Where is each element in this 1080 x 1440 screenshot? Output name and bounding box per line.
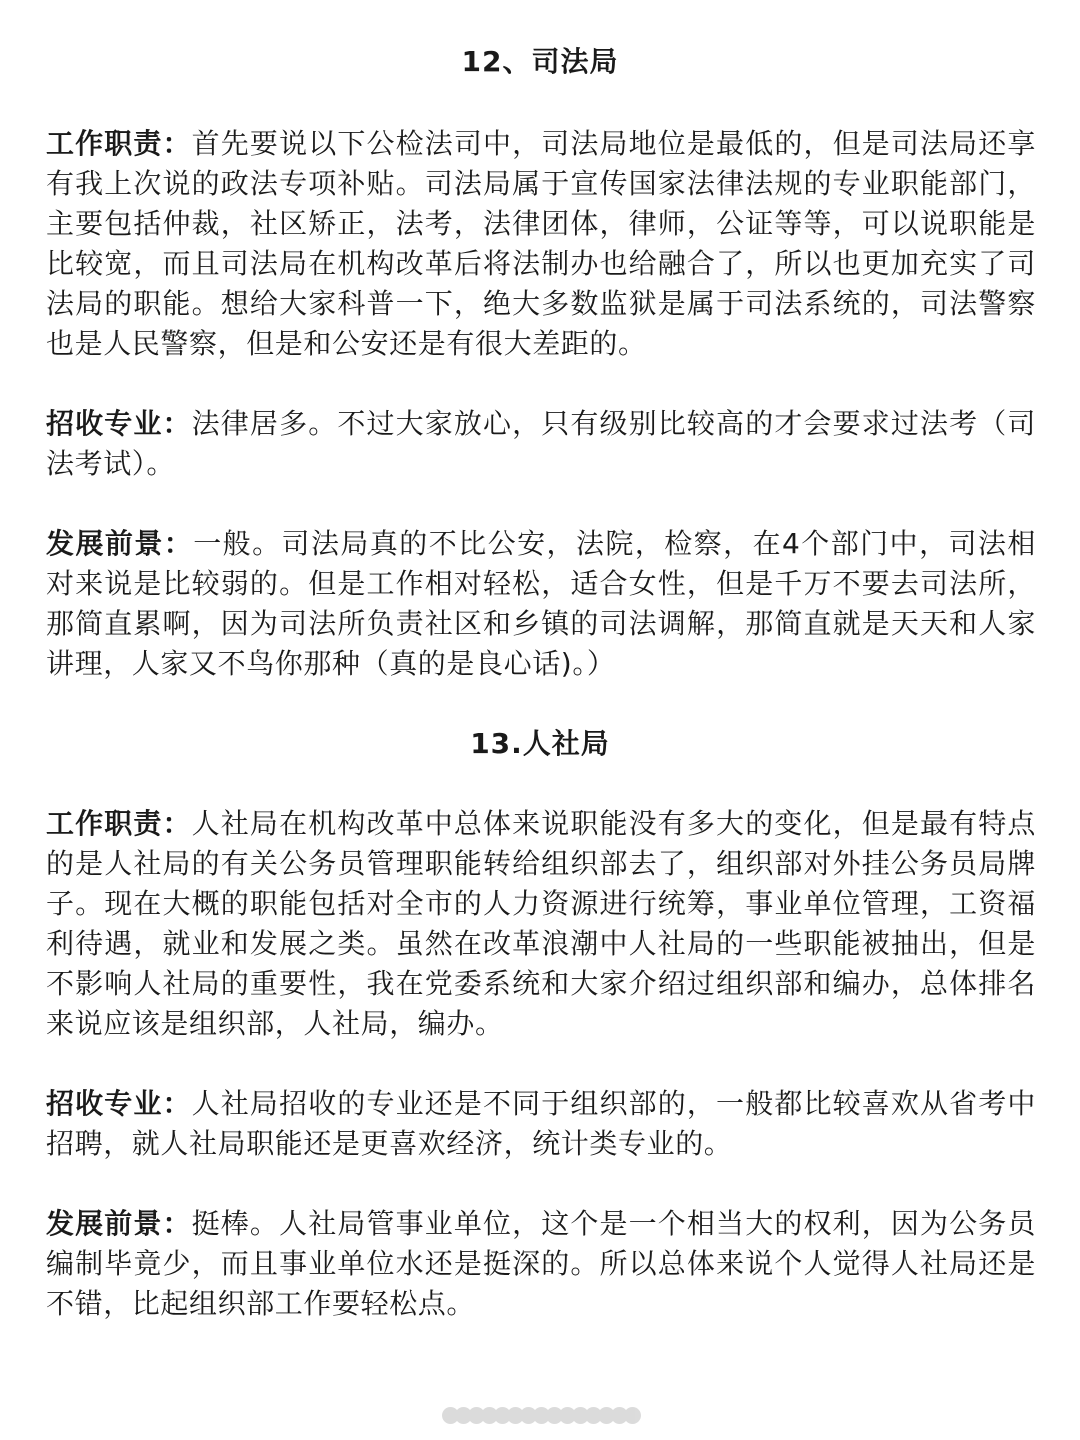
- section-13-major: [46, 1084, 1036, 1164]
- major-text: 法律居多。不过大家放心，只有级别比较高的才会要求过法考（司法考试）。: [46, 407, 1036, 480]
- major-text: 人社局招收的专业还是不同于组织部的，一般都比较喜欢从省考中招聘，就人社局职能还是更喜欢经济，统计类专业的。: [46, 1087, 1036, 1160]
- section-13-prospect: [46, 1204, 1036, 1324]
- duty-text: 人社局在机构改革中总体来说职能没有多大的变化，但是最有特点的是人社局的有关公务员管理职能转给组织部去了，组织部对外挂公务员局牌子。现在大概的职能包括对全市的人力资源进行统筹，事业单位管理，工资福利待遇，就业和发展之类。虽然在改革浪潮中人社局的一些职能被抽出，但是不影响人社局的重要性，我在党委系统和大家介绍过组织部和编办，总体排名来说应该是组织部，人社局，编办。: [46, 807, 1036, 1040]
- section-12-prospect: [46, 524, 1036, 684]
- section-12-duty: [46, 124, 1036, 364]
- duty-text: 首先要说以下公检法司中，司法局地位是最低的，但是司法局还享有我上次说的政法专项补贴。司法局属于宣传国家法律法规的专业职能部门，主要包括仲裁，社区矫正，法考，法律团体，律师，公证等等，可以说职能是比较宽，而且司法局在机构改革后将法制办也给融合了，所以也更加充实了司法局的职能。想给大家科普一下，绝大多数监狱是属于司法系统的，司法警察也是人民警察，但是和公安还是有很大差距的。: [46, 127, 1036, 360]
- section-13-duty: [46, 804, 1036, 1044]
- section-13-title: 13.人社局: [470, 727, 610, 760]
- major-label: 招收专业：: [46, 407, 192, 440]
- watermark-dots: [418, 1400, 664, 1430]
- watermark-dot: [624, 1407, 641, 1424]
- duty-label: 工作职责：: [46, 127, 192, 160]
- prospect-label: 发展前景：: [46, 527, 194, 560]
- section-12-title: 12、司法局: [461, 45, 619, 78]
- prospect-label: 发展前景：: [46, 1207, 192, 1240]
- prospect-text: 一般。司法局真的不比公安，法院，检察，在4个部门中，司法相对来说是比较弱的。但是工作相对轻松，适合女性，但是千万不要去司法所，那简直累啊，因为司法所负责社区和乡镇的司法调解，那简直就是天天和人家讲理，人家又不鸟你那种（真的是良心话)。）: [46, 527, 1036, 680]
- section-12-major: [46, 404, 1036, 484]
- duty-label: 工作职责：: [46, 807, 192, 840]
- prospect-text: 挺棒。人社局管事业单位，这个是一个相当大的权利，因为公务员编制毕竟少，而且事业单位水还是挺深的。所以总体来说个人觉得人社局还是不错，比起组织部工作要轻松点。: [46, 1207, 1036, 1320]
- major-label: 招收专业：: [46, 1087, 192, 1120]
